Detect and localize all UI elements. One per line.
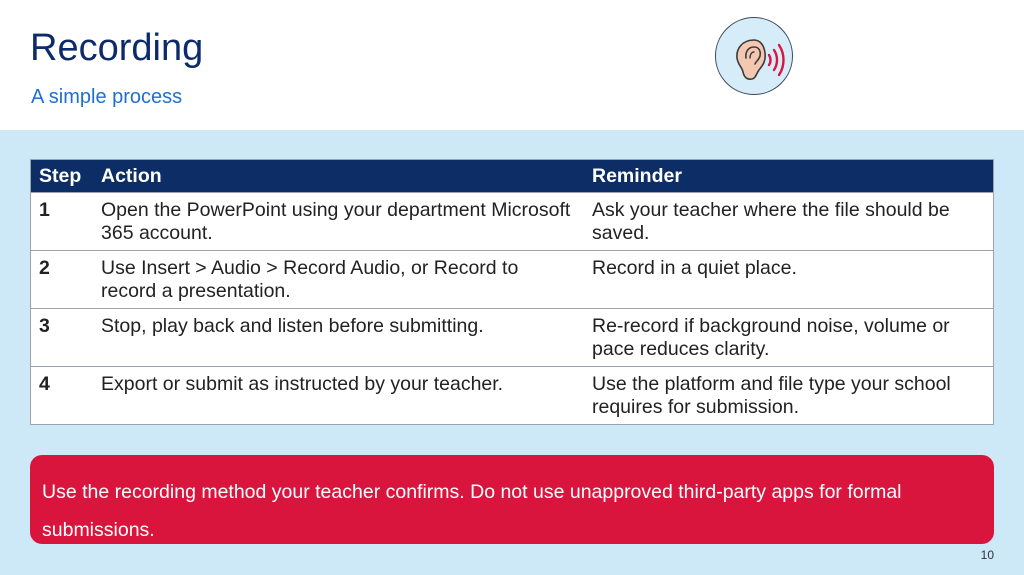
step-action: Stop, play back and listen before submitting. [93, 309, 584, 367]
step-number: 3 [31, 309, 94, 367]
table-header-row [31, 160, 994, 193]
step-number: 2 [31, 251, 94, 309]
page-number: 10 [980, 548, 994, 562]
table-row [31, 309, 994, 367]
notice-banner [30, 455, 994, 544]
step-reminder: Ask your teacher where the file should be saved. [584, 193, 994, 251]
step-action: Export or submit as instructed by your teacher. [93, 367, 584, 425]
table-row [31, 251, 994, 309]
notice-text: Use the recording method your teacher confirms. Do not use unapproved third-party apps for formal submissions. [42, 481, 902, 541]
table-row [31, 193, 994, 251]
header-reminder: Reminder [584, 160, 994, 193]
table-row [31, 367, 994, 425]
ear-badge [715, 17, 793, 95]
ear-listening-icon [716, 18, 794, 96]
header-step: Step [31, 160, 94, 193]
step-reminder: Use the platform and file type your school requires for submission. [584, 367, 994, 425]
steps-table [30, 159, 994, 425]
step-reminder: Record in a quiet place. [584, 251, 994, 309]
step-reminder: Re-record if background noise, volume or pace reduces clarity. [584, 309, 994, 367]
step-number: 4 [31, 367, 94, 425]
slide-title: Recording [30, 27, 204, 69]
step-action: Open the PowerPoint using your department Microsoft 365 account. [93, 193, 584, 251]
step-action: Use Insert > Audio > Record Audio, or Record to record a presentation. [93, 251, 584, 309]
step-number: 1 [31, 193, 94, 251]
slide-subtitle: A simple process [31, 86, 183, 108]
header-action: Action [93, 160, 584, 193]
